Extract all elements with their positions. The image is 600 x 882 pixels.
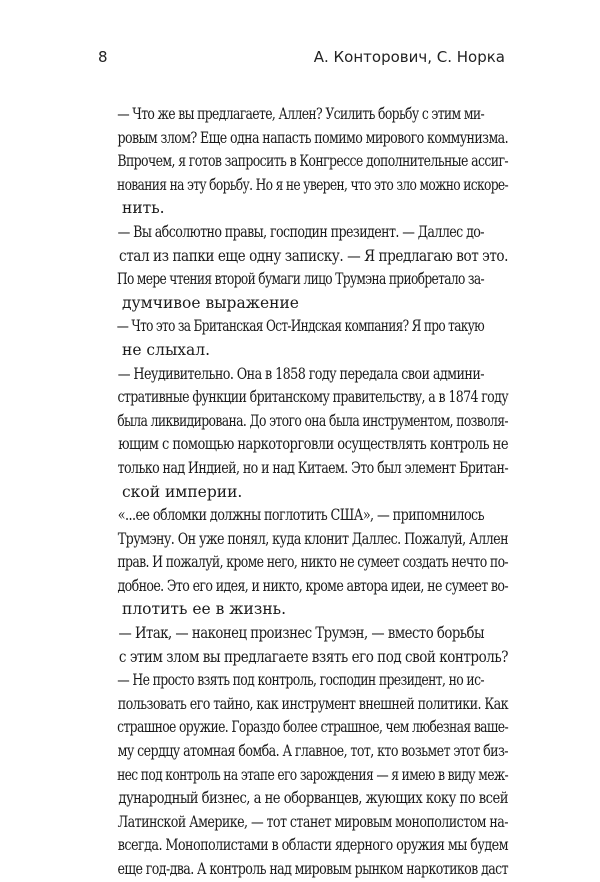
text-line: еще год-два. А контроль над мировым рынком наркотиков даст xyxy=(117,860,508,878)
text-line: По мере чтения второй бумаги лицо Трумэна приобретало за- xyxy=(116,270,485,289)
text-line: нес под контроль на этапе его зарождения — я имею в виду меж- xyxy=(117,765,509,784)
text-line: Впрочем, я готов запросить в Конгрессе дополнительные ассиг- xyxy=(117,152,508,171)
paragraph xyxy=(98,103,508,221)
text-line: ровым злом? Еще одна напасть помимо мирового коммунизма. xyxy=(117,128,508,147)
text-line: Латинской Америке, — тот станет мировым монополистом на- xyxy=(117,812,508,831)
text-line: страшное оружие. Гораздо более страшное, чем любезная ваше- xyxy=(117,718,508,737)
paragraph xyxy=(98,268,508,315)
text-line: ской империи. xyxy=(122,482,243,501)
text-line: не слыхал. xyxy=(122,340,211,359)
text-line: му сердцу атомная бомба. А главное, тот, кто возьмет этот биз- xyxy=(117,742,508,761)
text-line: прав. И пожалуй, кроме него, никто не сумеет создать нечто по- xyxy=(117,553,509,572)
text-line: добное. Это его идея, и никто, кроме автора идеи, не сумеет во- xyxy=(117,576,508,595)
paragraph xyxy=(98,221,508,268)
page-header xyxy=(98,48,505,72)
text-line: — Что это за Британская Ост-Индская компания? Я про такую xyxy=(116,317,484,336)
paragraph xyxy=(98,622,508,669)
text-line: — Неудивительно. Она в 1858 году передала свои админи- xyxy=(117,364,484,383)
paragraph xyxy=(98,315,508,362)
text-line: всегда. Монополистами в области ядерного оружия мы будем xyxy=(117,836,509,855)
text-line: с этим злом вы предлагаете взять его под свой контроль? xyxy=(118,647,508,666)
text-line: плотить ее в жизнь. xyxy=(122,600,287,619)
paragraph xyxy=(98,363,508,505)
text-line: думчивое выражение xyxy=(122,293,299,312)
text-line: нования на эту борьбу. Но я не уверен, что это зло можно искоре- xyxy=(117,175,509,194)
text-line: «...ее обломки должны поглотить США», — припомнилось xyxy=(117,506,484,525)
text-line: ющим с помощью наркоторговли осуществлять контроль не xyxy=(118,435,509,454)
text-line: — Итак, — наконец произнес Трумэн, — вместо борьбы xyxy=(118,624,485,643)
running-head: А. Конторович, С. Норка xyxy=(313,48,505,66)
body-text xyxy=(98,103,508,882)
text-line: нить. xyxy=(122,199,165,218)
text-line: только над Индией, но и над Китаем. Это был элемент Британ- xyxy=(117,458,509,477)
text-line: дународный бизнес, а не оборванцев, жующих коку по всей xyxy=(118,789,509,808)
text-line: — Вы абсолютно правы, господин президент. — Даллес до- xyxy=(117,222,484,241)
text-line: — Не просто взять под контроль, господин президент, но ис- xyxy=(117,671,484,690)
text-line: пользовать его тайно, как инструмент внешней политики. Как xyxy=(117,694,509,713)
text-line: стративные функции британскому правительству, а в 1874 году xyxy=(117,388,508,407)
paragraph xyxy=(98,504,508,622)
page-number: 8 xyxy=(98,48,108,66)
paragraph xyxy=(98,669,508,881)
text-line: стал из папки еще одну записку. — Я предлагаю вот это. xyxy=(119,246,509,265)
text-line: — Что же вы предлагаете, Аллен? Усилить борьбу с этим ми- xyxy=(117,105,485,123)
text-line: была ликвидирована. До этого она была инструментом, позволя- xyxy=(117,411,508,430)
text-line: Трумэну. Он уже понял, куда клонит Даллес. Пожалуй, Аллен xyxy=(117,529,508,548)
